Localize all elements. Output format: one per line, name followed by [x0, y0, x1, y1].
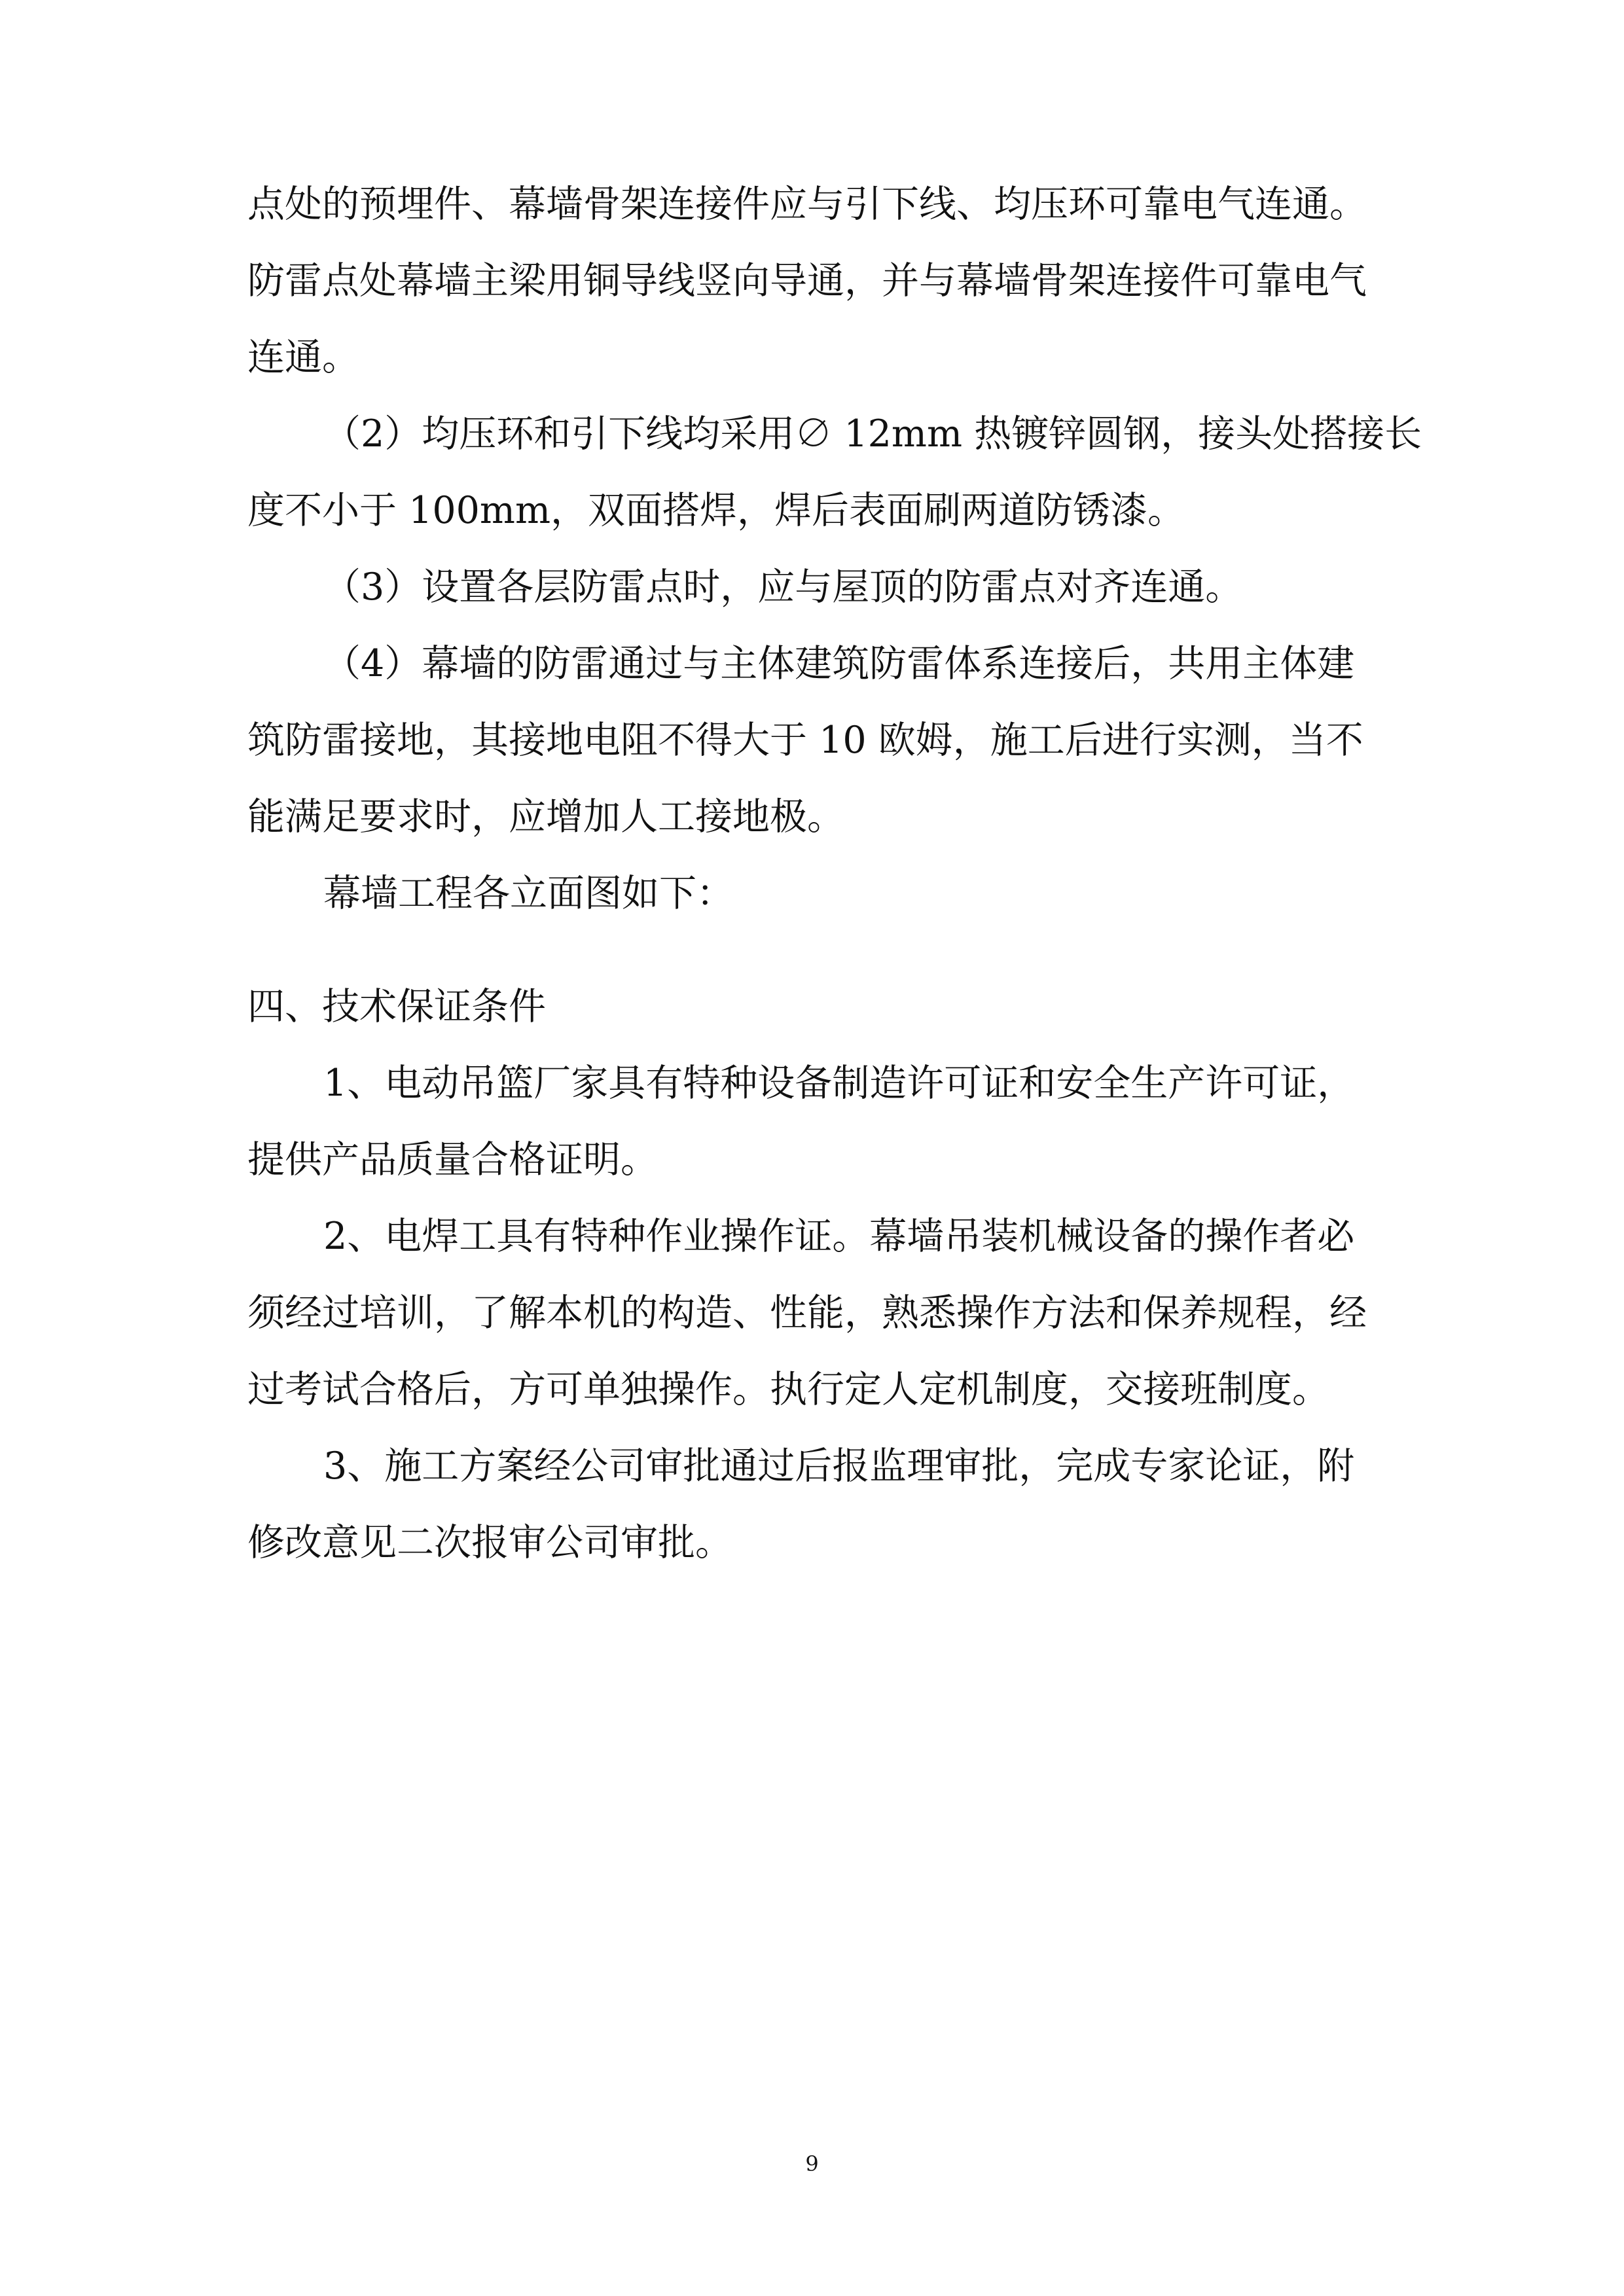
condition-item-2-cont: 过考试合格后，方可单独操作。执行定人定机制度，交接班制度。	[247, 1368, 1329, 1411]
condition-item-2-cont: 须经过培训，了解本机的构造、性能，熟悉操作方法和保养规程，经	[247, 1291, 1367, 1335]
elevation-intro: 幕墙工程各立面图如下：	[323, 872, 734, 915]
list-item-4-cont: 筑防雷接地，其接地电阻不得大于 10 欧姆，施工后进行实测，当不	[247, 719, 1363, 762]
list-item-4: （4）幕墙的防雷通过与主体建筑防雷体系连接后，共用主体建	[323, 642, 1355, 685]
condition-item-3: 3、施工方案经公司审批通过后报监理审批，完成专家论证，附	[323, 1444, 1355, 1488]
list-item-2-cont: 度不小于 100mm，双面搭焊，焊后表面刷两道防锈漆。	[247, 489, 1185, 532]
section-heading: 四、技术保证条件	[247, 985, 546, 1028]
condition-item-2: 2、电焊工具有特种作业操作证。幕墙吊装机械设备的操作者必	[323, 1215, 1355, 1258]
paragraph-line: 防雷点处幕墙主梁用铜导线竖向导通，并与幕墙骨架连接件可靠电气	[247, 259, 1367, 302]
condition-item-3-cont: 修改意见二次报审公司审批。	[247, 1521, 732, 1564]
list-item-2: （2）均压环和引下线均采用∅ 12mm 热镀锌圆钢，接头处搭接长	[323, 412, 1422, 456]
paragraph-line: 连通。	[247, 336, 359, 379]
list-item-4-cont: 能满足要求时，应增加人工接地极。	[247, 795, 844, 838]
condition-item-1: 1、电动吊篮厂家具有特种设备制造许可证和安全生产许可证，	[323, 1062, 1355, 1105]
condition-item-1-cont: 提供产品质量合格证明。	[247, 1138, 658, 1181]
page-number: 9	[805, 2151, 819, 2176]
list-item-3: （3）设置各层防雷点时，应与屋顶的防雷点对齐连通。	[323, 565, 1243, 609]
paragraph-line-continuation: 点处的预埋件、幕墙骨架连接件应与引下线、均压环可靠电气连通。	[247, 183, 1367, 226]
